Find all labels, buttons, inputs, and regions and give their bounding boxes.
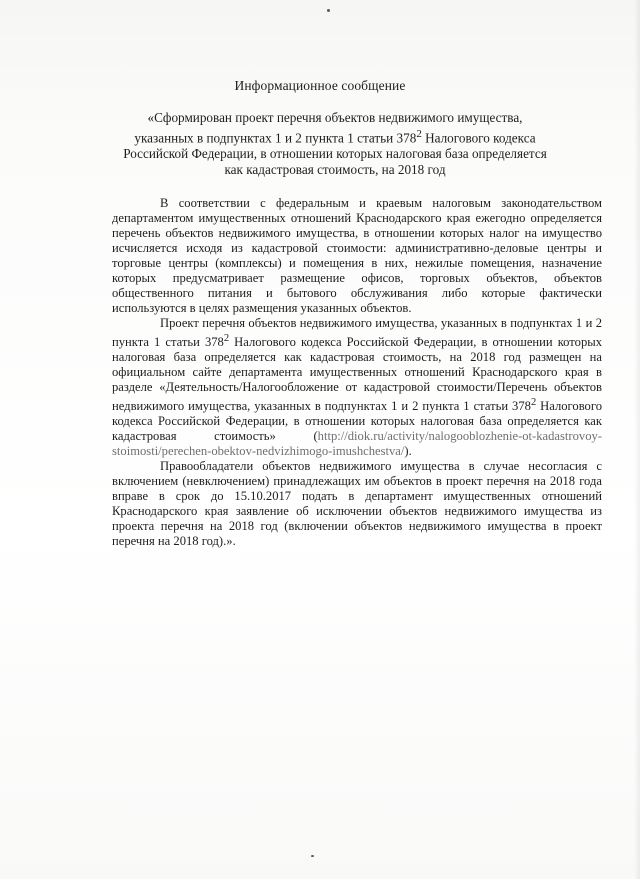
paragraph-text: Налогового кодекса Российской Федерации, в отношении которых налоговая база определяется как кадастровая стоимость» ( (112, 399, 603, 444)
scan-edge-shadow (634, 0, 640, 879)
document-title: Информационное сообщение (234, 78, 406, 93)
paragraph-legislation: В соответствии с федеральным и краевым налоговым законодательством департаментом имущественных отношений Краснодарского края ежегодно определяется перечень объектов недвижимого имущества, в отношении которых налог на имущество исчисляется исходя из кадастровой стоимости: административно-деловые центры и торговые центры (комплексы) и помещения в них, нежилые помещения, назначение которых предусматривает размещение офисов, торговых объектов, объектов общественного питания и бытового обслуживания либо которые фактически используются в целях размещения указанных объектов. (112, 196, 602, 315)
superscript: 2 (530, 397, 537, 409)
paragraph-draft-list (112, 316, 602, 459)
document-subject (120, 110, 550, 178)
paragraph-text: ). (404, 444, 412, 459)
website-link[interactable]: http://diok.ru/activity/nalogooblozhenie-ot-kadastrovoy-stoimosti/perechen-obektov-nedvizhimogo-imushchestva/ (112, 429, 602, 459)
superscript: 2 (223, 333, 230, 344)
scan-speck (311, 855, 314, 857)
subject-text: «Сформирован проект перечня объектов недвижимого имущества, указанных в подпунктах 1 и 2 пункта 1 статьи 378 (134, 110, 523, 146)
paragraph-text: Налогового кодекса Российской Федерации, в отношении которых налоговая база определяется как кадастровая стоимость, на 2018 год размещен на официальном сайте департамента имущественных отношений Краснодарского края в разделе «Деятельность/Налогообложение от кадастровой стоимости/Перечень объектов недвижимого имущества, указанных в подпунктах 1 и 2 пункта 1 статьи 378 (112, 335, 602, 414)
paragraph-text: Проект перечня объектов недвижимого имущества, указанных в подпунктах 1 и 2 пункта 1 статьи 378 (112, 316, 602, 350)
paragraph-owners-rights: Правообладатели объектов недвижимого имущества в случае несогласия с включением (невключением) принадлежащих им объектов в проект перечня на 2018 года вправе в срок до 15.10.2017 подать в департамент имущественных отношений Краснодарского края заявление об исключении объектов недвижимого имущества из проекта перечня на 2018 год (включении объектов недвижимого имущества в проект перечня на 2018 год).». (112, 459, 602, 549)
document-body (112, 196, 602, 549)
subject-superscript: 2 (416, 128, 422, 140)
subject-text-continued: Налогового кодекса Российской Федерации, в отношении которых налоговая база определяется как кадастровая стоимость, на 2018 год (123, 130, 547, 178)
scan-speck (327, 9, 330, 12)
